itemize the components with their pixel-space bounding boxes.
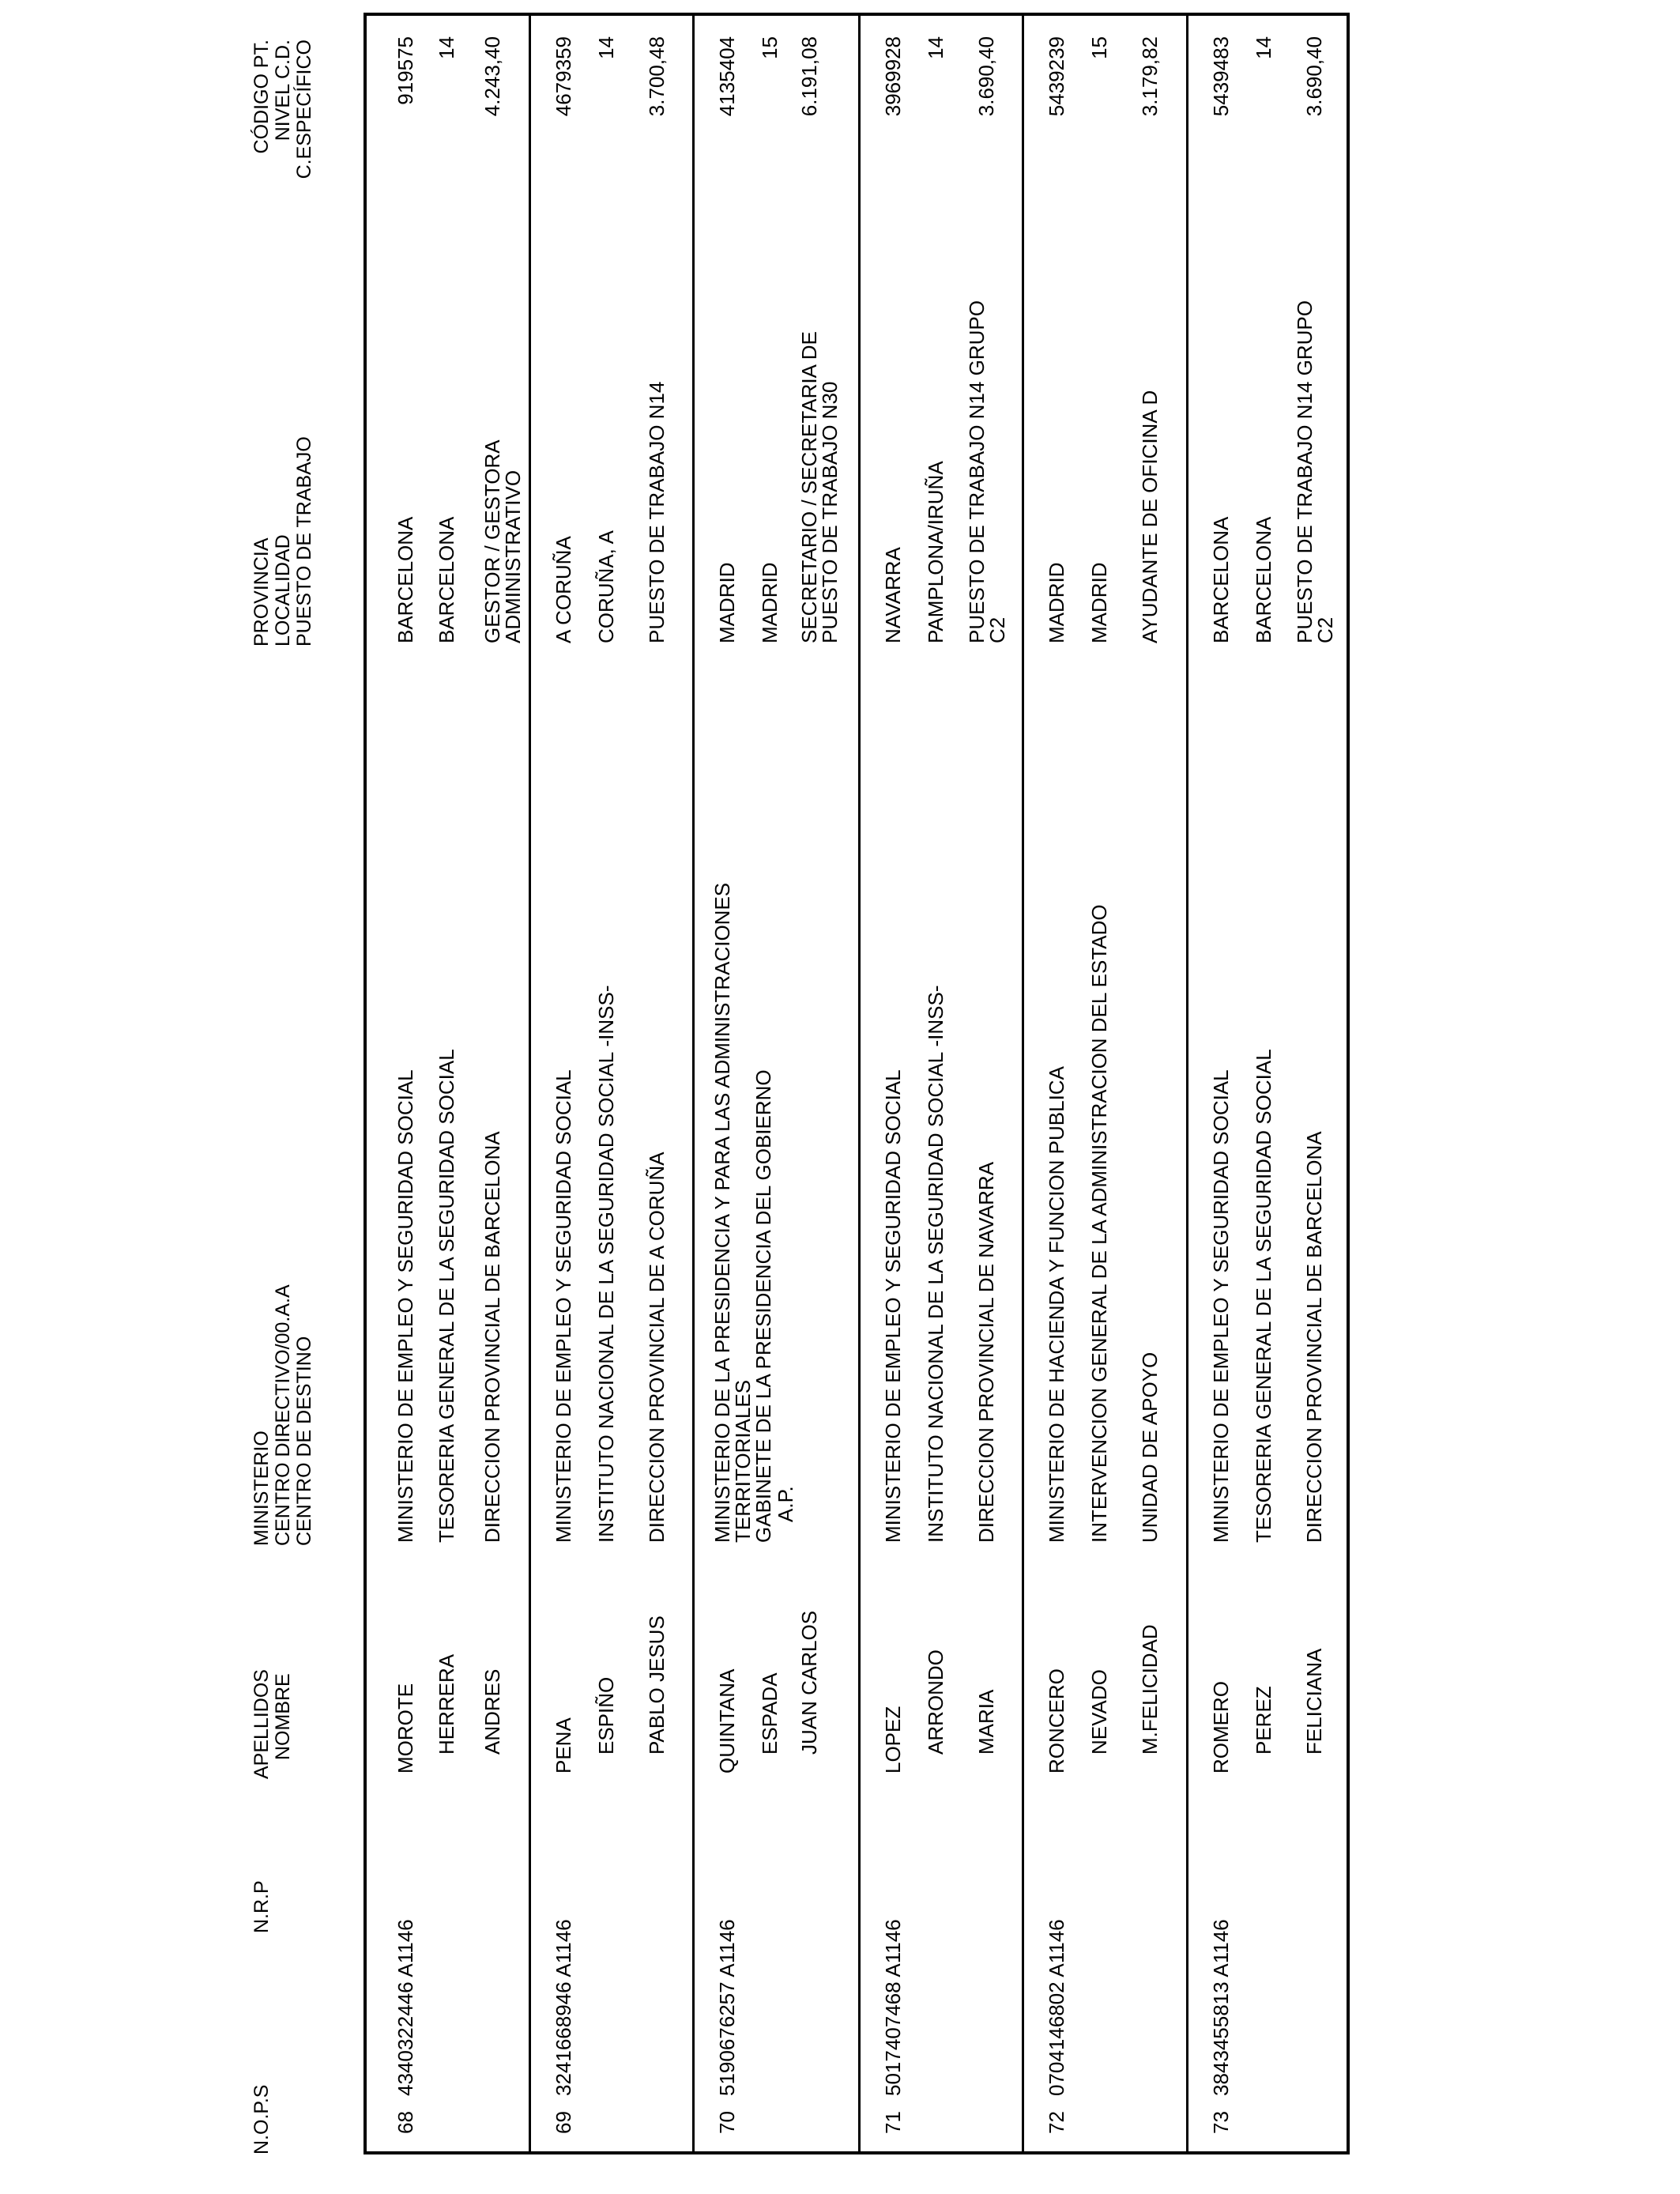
table-row — [695, 16, 861, 2151]
header-nrp — [251, 1880, 273, 1933]
row-centro-destino: UNIDAD DE APOYO — [1138, 1351, 1162, 1543]
header-centro-directivo-label: CENTRO DIRECTIVO/00.A.A — [272, 1284, 294, 1546]
header-apellidos-nombre — [251, 1669, 294, 1779]
row-localidad: CORUÑA, A — [594, 530, 618, 643]
row-apellido2: ESPIÑO — [594, 1676, 618, 1755]
row-centro-destino: DIRECCION PROVINCIAL DE A CORUÑA — [645, 1152, 669, 1543]
row-apellido1: RONCERO — [1045, 1668, 1068, 1774]
row-ministerio: MINISTERIO DE LA PRESIDENCIA Y PARA LAS ADMINISTRACIONES TERRITORIALES — [710, 882, 755, 1543]
row-provincia: A CORUÑA — [552, 536, 575, 643]
row-nrp: 3843455813 A1146 — [1209, 1919, 1233, 2096]
row-nombre: FELICIANA — [1302, 1648, 1326, 1755]
header-localidad-label: LOCALIDAD — [272, 534, 294, 647]
row-centro-destino: DIRECCION PROVINCIAL DE NAVARRA — [974, 1161, 998, 1543]
row-centro-directivo: TESORERIA GENERAL DE LA SEGURIDAD SOCIAL — [435, 1049, 458, 1543]
row-apellido1: LOPEZ — [881, 1706, 905, 1774]
table-row — [1188, 16, 1350, 2151]
row-centro-directivo: GABINETE DE LA PRESIDENCIA DEL GOBIERNO — [751, 1069, 775, 1543]
row-provincia: BARCELONA — [1209, 516, 1233, 643]
header-nombre-label: NOMBRE — [272, 1673, 294, 1760]
row-especifico: 3.179,82 — [1138, 36, 1162, 117]
row-especifico: 3.690,40 — [1302, 36, 1326, 117]
row-nivel: 15 — [1087, 36, 1111, 59]
row-centro-destino: DIRECCION PROVINCIAL DE BARCELONA — [480, 1131, 504, 1543]
row-nrp: 3241668946 A1146 — [552, 1919, 575, 2096]
header-apellidos-label: APELLIDOS — [250, 1669, 273, 1779]
row-especifico: 4.243,40 — [480, 36, 504, 117]
row-apellido2: HERRERA — [435, 1653, 458, 1755]
row-provincia: BARCELONA — [394, 516, 417, 643]
row-especifico: 3.700,48 — [645, 36, 669, 117]
row-apellido2: ESPADA — [758, 1672, 782, 1755]
row-ministerio: MINISTERIO DE EMPLEO Y SEGURIDAD SOCIAL — [394, 1069, 417, 1543]
row-localidad: BARCELONA — [1252, 516, 1275, 643]
header-codigo-label: CÓDIGO PT. — [250, 40, 273, 154]
row-localidad: MADRID — [1087, 562, 1111, 643]
row-apellido1: PENA — [552, 1717, 575, 1774]
row-especifico: 6.191,08 — [797, 36, 821, 117]
row-centro-directivo: INSTITUTO NACIONAL DE LA SEGURIDAD SOCIAL -INSS- — [594, 985, 618, 1543]
row-centro-directivo: INTERVENCION GENERAL DE LA ADMINISTRACION DEL ESTADO — [1087, 904, 1111, 1543]
row-apellido2: ARRONDO — [924, 1649, 947, 1755]
row-puesto: PUESTO DE TRABAJO N14 GRUPO C2 — [1293, 300, 1337, 643]
row-codigo: 5439239 — [1045, 36, 1068, 117]
row-puesto: PUESTO DE TRABAJO N14 — [645, 381, 669, 643]
row-codigo: 5439483 — [1209, 36, 1233, 117]
row-apellido2: PEREZ — [1252, 1686, 1275, 1755]
row-number: 72 — [1045, 2111, 1068, 2134]
table-row — [861, 16, 1024, 2151]
row-nombre: JUAN CARLOS — [797, 1610, 821, 1755]
row-codigo: 4135404 — [715, 36, 739, 117]
row-number: 68 — [394, 2111, 417, 2134]
row-number: 71 — [881, 2111, 905, 2134]
row-nivel: 14 — [924, 36, 947, 59]
row-nombre: ANDRES — [480, 1668, 504, 1755]
row-apellido1: ROMERO — [1209, 1681, 1233, 1774]
row-apellido1: MOROTE — [394, 1683, 417, 1774]
row-localidad: PAMPLONA/IRUÑA — [924, 461, 947, 643]
row-provincia: MADRID — [1045, 562, 1068, 643]
header-puesto-label: PUESTO DE TRABAJO — [293, 436, 315, 647]
row-codigo: 3969928 — [881, 36, 905, 117]
row-puesto: AYUDANTE DE OFICINA D — [1138, 390, 1162, 643]
row-number: 70 — [715, 2111, 739, 2134]
row-codigo: 919575 — [394, 36, 417, 105]
row-localidad: BARCELONA — [435, 516, 458, 643]
table-row — [531, 16, 695, 2151]
row-centro-destino: A.P. — [774, 1486, 797, 1522]
table-row — [1024, 16, 1188, 2151]
row-apellido1: QUINTANA — [715, 1668, 739, 1774]
header-provincia-label: PROVINCIA — [250, 537, 273, 647]
row-nrp: 4340322446 A1146 — [394, 1919, 417, 2096]
table-row — [367, 16, 531, 2151]
row-number: 69 — [552, 2111, 575, 2134]
row-nivel: 14 — [594, 36, 618, 59]
row-number: 73 — [1209, 2111, 1233, 2134]
row-apellido2: NEVADO — [1087, 1669, 1111, 1755]
row-codigo: 4679359 — [552, 36, 575, 117]
row-centro-destino: DIRECCION PROVINCIAL DE BARCELONA — [1302, 1131, 1326, 1543]
records-table — [363, 13, 1350, 2154]
row-puesto: PUESTO DE TRABAJO N14 GRUPO C2 — [965, 300, 1009, 643]
header-ministerio — [251, 1284, 315, 1546]
row-localidad: MADRID — [758, 562, 782, 643]
row-nombre: MARIA — [974, 1689, 998, 1755]
row-nivel: 15 — [758, 36, 782, 59]
header-provincia — [251, 436, 315, 647]
row-nivel: 14 — [435, 36, 458, 59]
header-nrp-label: N.R.P — [250, 1880, 273, 1933]
row-ministerio: MINISTERIO DE EMPLEO Y SEGURIDAD SOCIAL — [552, 1069, 575, 1543]
header-codigo — [251, 40, 315, 253]
row-centro-directivo: INSTITUTO NACIONAL DE LA SEGURIDAD SOCIAL -INSS- — [924, 985, 947, 1543]
header-nops — [251, 2085, 273, 2154]
header-nops-label: N.O.P.S — [250, 2084, 273, 2154]
row-puesto: SECRETARIO / SECRETARIA DE PUESTO DE TRABAJO N30 — [797, 331, 842, 643]
row-nombre: PABLO JESUS — [645, 1615, 669, 1755]
row-ministerio: MINISTERIO DE EMPLEO Y SEGURIDAD SOCIAL — [1209, 1069, 1233, 1543]
row-nrp: 0704146802 A1146 — [1045, 1919, 1068, 2096]
row-ministerio: MINISTERIO DE HACIENDA Y FUNCION PUBLICA — [1045, 1066, 1068, 1543]
row-nivel: 14 — [1252, 36, 1275, 59]
row-provincia: NAVARRA — [881, 547, 905, 643]
row-nrp: 5190676257 A1146 — [715, 1919, 739, 2096]
row-puesto: GESTOR / GESTORA ADMINISTRATIVO — [480, 440, 525, 643]
header-nivel-label: NIVEL C.D. — [272, 40, 294, 141]
row-centro-directivo: TESORERIA GENERAL DE LA SEGURIDAD SOCIAL — [1252, 1049, 1275, 1543]
row-especifico: 3.690,40 — [974, 36, 998, 117]
row-nombre: M.FELICIDAD — [1138, 1624, 1162, 1755]
row-nrp: 5017407468 A1146 — [881, 1919, 905, 2096]
header-especifico-label: C.ESPECÍFICO — [293, 40, 315, 179]
row-ministerio: MINISTERIO DE EMPLEO Y SEGURIDAD SOCIAL — [881, 1069, 905, 1543]
row-provincia: MADRID — [715, 562, 739, 643]
header-ministerio-label: MINISTERIO — [250, 1431, 273, 1546]
header-centro-destino-label: CENTRO DE DESTINO — [293, 1336, 315, 1546]
